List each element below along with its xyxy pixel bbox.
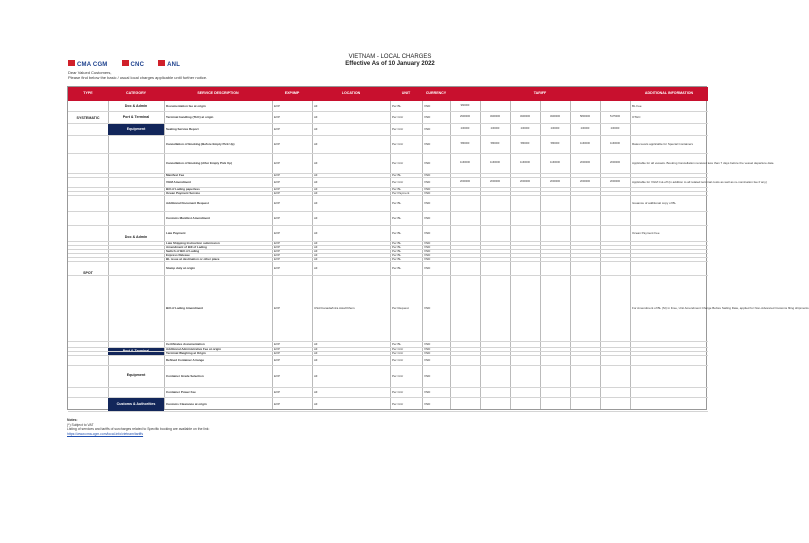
currency: VND (424, 241, 431, 245)
exp-imp: EXP (274, 306, 281, 310)
column-divider (570, 101, 571, 409)
currency: VND (424, 104, 431, 108)
currency: VND (424, 266, 431, 270)
unit: Per Payment (392, 191, 410, 195)
exp-imp: EXP (274, 342, 281, 346)
location: All (314, 390, 318, 394)
header-additional-information: ADDITIONAL INFORMATION (644, 91, 694, 95)
tariff-value: 5175000 (609, 115, 621, 118)
currency: VND (424, 187, 431, 191)
location: All (314, 266, 318, 270)
row-divider (68, 111, 708, 112)
location: All (314, 351, 318, 355)
currency: VND (424, 245, 431, 249)
row-divider (68, 135, 708, 136)
notes-header: Notes: (67, 418, 78, 422)
row-divider (68, 173, 708, 174)
column-divider (480, 101, 481, 409)
tariff-value: 230000 (490, 127, 500, 130)
row-divider (68, 123, 708, 124)
unit: Per Cntr (392, 390, 404, 394)
currency: VND (424, 180, 431, 184)
tariff-value: 2000000 (609, 161, 621, 164)
cma-cgm-logo-text: CMA CGM (77, 62, 108, 68)
unit: Per BL (392, 266, 402, 270)
service-description: Container Power Fee (166, 390, 196, 394)
tariff-value: 2000000 (489, 180, 501, 183)
tariff-value: 580000 (460, 142, 470, 145)
row-divider (68, 257, 708, 258)
service-description: Container Grade Selection (166, 374, 204, 378)
unit: Per Cntr (392, 351, 404, 355)
page-title (290, 54, 490, 67)
category-customs-authorities: Customs & Authorities (108, 397, 164, 411)
location: All (314, 342, 318, 346)
row-divider (68, 397, 708, 398)
row-divider (68, 211, 708, 212)
service-description: Customs Clearance at origin (166, 402, 207, 406)
cnc-logo-text: CNC (130, 62, 145, 68)
location: All (314, 104, 318, 108)
tariff-value: 230000 (460, 127, 470, 130)
unit: Per Request (392, 306, 409, 310)
currency: VND (424, 374, 431, 378)
exp-imp: EXP (274, 390, 281, 394)
unit: Per BL (392, 216, 402, 220)
currency: VND (424, 201, 431, 205)
header-type: TYPE (83, 91, 93, 95)
cma-cgm-logo (68, 60, 108, 68)
local-charges-table (67, 86, 809, 410)
location: All (314, 115, 318, 119)
unit: Per Cntr (392, 161, 404, 165)
exp-imp: EXP (274, 347, 281, 351)
row-divider (68, 347, 708, 348)
exp-imp: EXP (274, 104, 281, 108)
currency: VND (424, 191, 431, 195)
exp-imp: EXP (274, 142, 281, 146)
currency: VND (424, 127, 431, 131)
row-divider (68, 351, 708, 352)
service-description: Terminal Weighing at Origin (166, 351, 206, 355)
location: All (314, 142, 318, 146)
service-description: Late Payment (166, 231, 186, 235)
exp-imp: EXP (274, 257, 281, 261)
location: All (314, 249, 318, 253)
tariff-value: 2000000 (549, 180, 561, 183)
currency: VND (424, 231, 431, 235)
category-equipment: Equipment (126, 373, 146, 377)
cnc-logo (122, 60, 145, 68)
column-divider (312, 101, 313, 409)
exp-imp: EXP (274, 115, 281, 119)
currency: VND (424, 351, 431, 355)
unit: Per BL (392, 241, 402, 245)
header-location: LOCATION (341, 91, 361, 95)
tariff-value: 2000000 (609, 180, 621, 183)
additional-info: Applicable for VGM Cut-off (in addition to all related terminal costs as well as re-nomination fee if any) (632, 180, 767, 184)
tariff-value: 5800000 (579, 115, 591, 118)
location: All (314, 241, 318, 245)
service-description: Manifest Fee (166, 173, 185, 177)
location: All (314, 201, 318, 205)
unit: Per BL (392, 342, 402, 346)
additional-info: Ocean Payment Fee (632, 231, 660, 235)
unit: Per Cntr (392, 180, 404, 184)
row-divider (68, 153, 708, 154)
location: All (314, 127, 318, 131)
page-subtitle: Effective As of 10 January 2022 (345, 61, 435, 67)
currency: VND (424, 306, 431, 310)
category-doc-admin: Doc & Admin (124, 235, 148, 239)
location: All (314, 187, 318, 191)
location: All (314, 216, 318, 220)
unit: Per BL (392, 245, 402, 249)
tariff-value: 4900000 (489, 115, 501, 118)
row-divider (68, 387, 708, 388)
service-description: BL issue at destination or other place (166, 257, 220, 261)
tariff-value: 580000 (520, 142, 530, 145)
tariff-value: 580000 (490, 142, 500, 145)
exp-imp: EXP (274, 253, 281, 257)
currency: VND (424, 216, 431, 220)
exp-imp: EXP (274, 161, 281, 165)
header-tariff: TARIFF (533, 91, 547, 95)
service-description: Bill of Lading Amendment (166, 306, 204, 310)
exp-imp: EXP (274, 191, 281, 195)
notes (67, 418, 209, 436)
location: All (314, 231, 318, 235)
unit: Per BL (392, 257, 402, 261)
row-divider (68, 187, 708, 188)
exp-imp: EXP (274, 358, 281, 362)
greeting (68, 70, 207, 80)
exp-imp: EXP (274, 127, 281, 131)
additional-info: BL Fee (632, 104, 642, 108)
tariff-value: 2900000 (459, 115, 471, 118)
column-divider (600, 101, 601, 409)
anl-logo-text: ANL (167, 62, 181, 68)
unit: Per Cntr (392, 347, 404, 351)
row-divider (68, 225, 708, 226)
currency: VND (424, 358, 431, 362)
column-divider (164, 101, 165, 409)
tariff-value: 230000 (520, 127, 530, 130)
unit: Per Cntr (392, 374, 404, 378)
location: All (314, 245, 318, 249)
row-divider (68, 411, 708, 412)
service-description: Customs Manifest Amendment (166, 216, 210, 220)
service-description: Late Shipping Instruction submission (166, 241, 220, 245)
tariff-value: 230000 (550, 127, 560, 130)
row-divider (68, 261, 708, 262)
unit: Per Cntr (392, 142, 404, 146)
tariffs-link[interactable]: https://www.cma-cgm.com/local-info/vietnam/tariffs (67, 431, 144, 436)
tariff-value: 4900000 (519, 115, 531, 118)
service-description: Switch of Bill of Lading (166, 249, 200, 253)
exp-imp: EXP (274, 241, 281, 245)
exp-imp: EXP (274, 402, 281, 406)
tariff-value: 2000000 (579, 180, 591, 183)
service-description: Ocean Payment Service (166, 191, 201, 195)
tariff-value: 2000000 (519, 180, 531, 183)
exp-imp: EXP (274, 180, 281, 184)
tariff-value: 1160000 (520, 161, 530, 164)
exp-imp: EXP (274, 266, 281, 270)
service-description: Stamp duty at origin (166, 266, 196, 270)
exp-imp: EXP (274, 187, 281, 191)
tariff-value: 960000 (460, 104, 470, 107)
type-spot: SPOT (83, 271, 93, 275)
cnc-mark-icon (122, 60, 129, 66)
cma-cgm-mark-icon (68, 60, 75, 66)
unit: Per Cntr (392, 115, 404, 119)
location: All (314, 191, 318, 195)
service-description: Cancellation of Booking (After Empty Pick Up) (166, 161, 233, 165)
greeting-line-2: Please find below the basic / usual local charges applicable until further notice. (68, 75, 208, 80)
unit: Per BL (392, 249, 402, 253)
tariff-value: 2000000 (579, 161, 591, 164)
location: All (314, 257, 318, 261)
service-description: VGM Amendment (166, 180, 191, 184)
location: All (314, 358, 318, 362)
row-divider (68, 177, 708, 178)
exp-imp: EXP (274, 216, 281, 220)
note-vat: (*) Subject to VAT (67, 422, 94, 427)
exp-imp: EXP (274, 249, 281, 253)
unit: Per BL (392, 173, 402, 177)
location: All (314, 180, 318, 184)
category-port-terminal: Port & Terminal (122, 115, 150, 119)
location: All (314, 374, 318, 378)
note-listing: Listing of services and tariffs of surcharges related to Specific booking are available on the link: (67, 427, 210, 432)
additional-info: OTHC (632, 115, 641, 119)
service-description: Amendment of Bill of Lading (166, 245, 207, 249)
unit: Per Cntr (392, 402, 404, 406)
tariff-value: 1160000 (580, 142, 590, 145)
header-category: CATEGORY (126, 91, 146, 95)
additional-info: For Amendment of BL (SI) in Free, Unit Amendment Charge Before Sailing Date, applied for Non-Advanced Customs filing shipments. (632, 306, 809, 310)
column-divider (272, 101, 273, 409)
column-divider (450, 101, 451, 409)
exp-imp: EXP (274, 374, 281, 378)
unit: Per BL (392, 187, 402, 191)
additional-info: Issuance of additional copy of BL (632, 201, 677, 205)
exp-imp: EXP (274, 245, 281, 249)
header-currency: CURRENCY (425, 91, 447, 95)
exp-imp: EXP (274, 173, 281, 177)
currency: VND (424, 249, 431, 253)
currency: VND (424, 253, 431, 257)
exp-imp: EXP (274, 351, 281, 355)
tariff-value: 1160000 (550, 161, 560, 164)
additional-info: Applicable for all vessels. Booking Cancellation received less than 7 days before the vessel departure date. (632, 161, 775, 165)
row-divider (68, 191, 708, 192)
type-systematic: SYSTEMATIC (76, 116, 100, 120)
tariff-value: 230000 (610, 127, 620, 130)
tariff-value: 1160000 (460, 161, 470, 164)
currency: VND (424, 173, 431, 177)
service-description: Defined Container Arrange (166, 358, 205, 362)
page-title-text: VIETNAM - LOCAL CHARGES (348, 54, 432, 60)
additional-info: Rates levels applicable for Special Containers (632, 142, 694, 146)
anl-logo (158, 60, 180, 68)
currency: VND (424, 342, 431, 346)
tariff-value: 2000000 (459, 180, 471, 183)
tariff-value: 1160000 (490, 161, 500, 164)
unit: Per BL (392, 201, 402, 205)
category-port-terminal: Port & Terminal (108, 347, 164, 355)
table-header (68, 87, 708, 101)
location: USA/Canada/Intra Asia/Others (314, 306, 355, 310)
service-description: Terminal handling (THC) at origin (166, 115, 214, 119)
row-divider (68, 245, 708, 246)
brand-logos (68, 48, 180, 68)
column-divider (540, 101, 541, 409)
tariff-value: 230000 (580, 127, 590, 130)
tariff-value: 580000 (550, 142, 560, 145)
currency: VND (424, 402, 431, 406)
unit: Per BL (392, 231, 402, 235)
unit: Per BL (392, 104, 402, 108)
currency: VND (424, 142, 431, 146)
row-divider (68, 249, 708, 250)
unit: Per BL (392, 253, 402, 257)
anl-mark-icon (158, 60, 165, 66)
category-equipment: Equipment (108, 123, 164, 135)
currency: VND (424, 390, 431, 394)
service-description: Certificates documentation (166, 342, 205, 346)
exp-imp: EXP (274, 231, 281, 235)
header-exp-imp: EXP/IMP (284, 91, 300, 95)
location: All (314, 402, 318, 406)
exp-imp: EXP (274, 201, 281, 205)
service-description: Documentation fee at origin (166, 104, 206, 108)
row-divider (68, 341, 708, 342)
location: All (314, 161, 318, 165)
location: All (314, 347, 318, 351)
currency: VND (424, 161, 431, 165)
column-divider (422, 101, 423, 409)
location: All (314, 173, 318, 177)
row-divider (68, 275, 708, 276)
service-description: Sealing Service Report (166, 127, 199, 131)
currency: VND (424, 257, 431, 261)
column-divider (630, 101, 631, 409)
header-service-description: SERVICE DESCRIPTION (197, 91, 239, 95)
row-divider (68, 355, 708, 356)
row-divider (68, 195, 708, 196)
service-description: Additional Document Request (166, 201, 209, 205)
column-divider (510, 101, 511, 409)
unit: Per Cntr (392, 358, 404, 362)
row-divider (68, 365, 708, 366)
tariff-value: 4900000 (549, 115, 561, 118)
column-divider (390, 101, 391, 409)
row-divider (68, 241, 708, 242)
category-doc-admin: Doc & Admin (124, 104, 148, 108)
currency: VND (424, 347, 431, 351)
tariff-value: 1160000 (610, 142, 620, 145)
header-unit: UNIT (401, 91, 411, 95)
service-description: Express Release (166, 253, 190, 257)
row-divider (68, 253, 708, 254)
unit: Per Cntr (392, 127, 404, 131)
currency: VND (424, 115, 431, 119)
location: All (314, 253, 318, 257)
service-description: Bill of Lading paperless (166, 187, 200, 191)
service-description: Cancellation of Booking (Before Empty Pick Up) (166, 142, 235, 146)
greeting-line-1: Dear Valued Customers, (68, 70, 112, 75)
service-description: Additional Administrative Fee at origin (166, 347, 221, 351)
